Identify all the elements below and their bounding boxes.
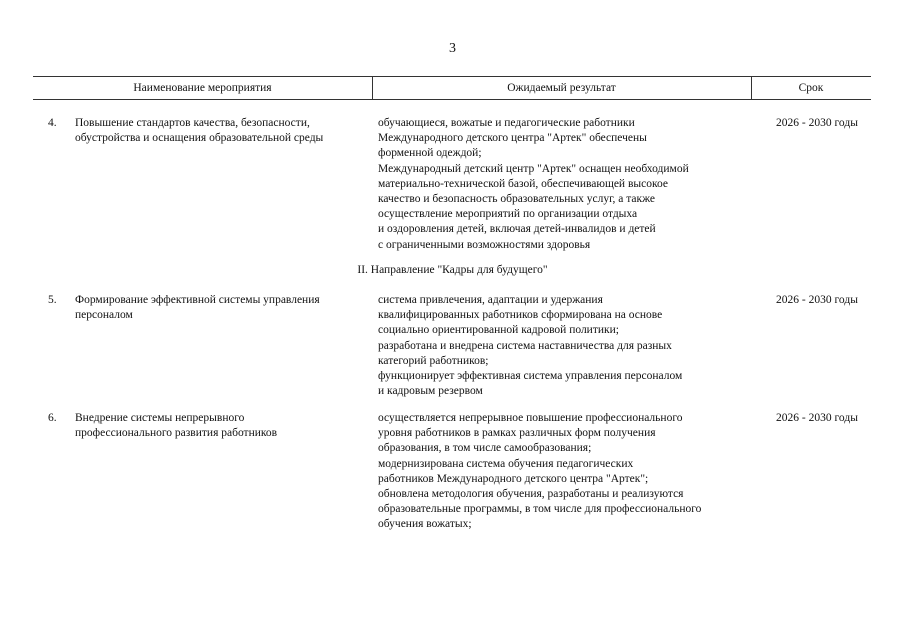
row-name-line: обустройства и оснащения образовательной среды [75, 132, 324, 145]
page-number: 3 [449, 41, 456, 56]
row-result-line: система привлечения, адаптации и удержания [378, 294, 603, 306]
row-number: 6. [48, 412, 57, 424]
row-result-line: с ограниченными возможностями здоровья [378, 238, 591, 251]
row-name-line: персоналом [75, 309, 133, 322]
row-result-line: осуществляется непрерывное повышение профессионального [378, 412, 683, 424]
header-term: Срок [798, 82, 824, 94]
row-result-line: функционирует эффективная система управления персоналом [378, 370, 683, 383]
row-name-line: Повышение стандартов качества, безопасности, [75, 117, 310, 129]
row-result-line: форменной одеждой; [378, 147, 482, 160]
row-result-line: квалифицированных работников сформирована на основе [378, 309, 663, 322]
row-result-line: и оздоровления детей, включая детей-инвалидов и детей [378, 223, 656, 236]
row-result-line: образования, в том числе самообразования; [378, 442, 592, 455]
row-result-line: обучающиеся, вожатые и педагогические работники [378, 117, 635, 129]
row-result [378, 411, 758, 533]
row-result-line: разработана и внедрена система наставничества для разных [378, 339, 672, 352]
row-name [75, 116, 365, 146]
row-name-line: профессионального развития работников [75, 427, 278, 440]
row-result-line: социально ориентированной кадровой политики; [378, 324, 619, 337]
row-result-line: обучения вожатых; [378, 518, 472, 531]
row-name-line: Формирование эффективной системы управления [75, 294, 320, 306]
row-result-line: Международный детский центр "Артек" оснащен необходимой [378, 162, 689, 175]
header-name: Наименование мероприятия [133, 82, 272, 94]
row-result-line: модернизирована система обучения педагогических [378, 457, 634, 470]
row-result-line: обновлена методология обучения, разработаны и реализуются [378, 488, 684, 501]
header-bottom-rule [33, 99, 871, 100]
row-number: 4. [48, 117, 57, 129]
row-result-line: образовательные программы, в том числе для профессионального [378, 503, 702, 516]
row-result [378, 116, 758, 253]
header-top-rule [33, 76, 871, 77]
row-result-line: осуществление мероприятий по организации отдыха [378, 208, 638, 221]
row-result-line: материально-технической базой, обеспечивающей высокое [378, 177, 668, 190]
row-name [75, 293, 365, 323]
row-number: 5. [48, 294, 57, 306]
row-term: 2026 - 2030 годы [776, 294, 858, 306]
row-term: 2026 - 2030 годы [776, 412, 858, 424]
row-name-line: Внедрение системы непрерывного [75, 412, 245, 424]
section-heading: II. Направление "Кадры для будущего" [357, 264, 548, 276]
row-result-line: работников Международного детского центра "Артек"; [378, 472, 649, 485]
row-result-line: Международного детского центра "Артек" обеспечены [378, 132, 647, 145]
row-result-line: и кадровым резервом [378, 385, 483, 398]
row-result-line: качество и безопасность образовательных услуг, а также [378, 193, 655, 206]
row-result [378, 293, 758, 399]
header-result: Ожидаемый результат [507, 82, 616, 94]
row-term: 2026 - 2030 годы [776, 117, 858, 129]
row-name [75, 411, 365, 441]
row-result-line: категорий работников; [378, 354, 489, 367]
row-result-line: уровня работников в рамках различных форм получения [378, 427, 656, 440]
